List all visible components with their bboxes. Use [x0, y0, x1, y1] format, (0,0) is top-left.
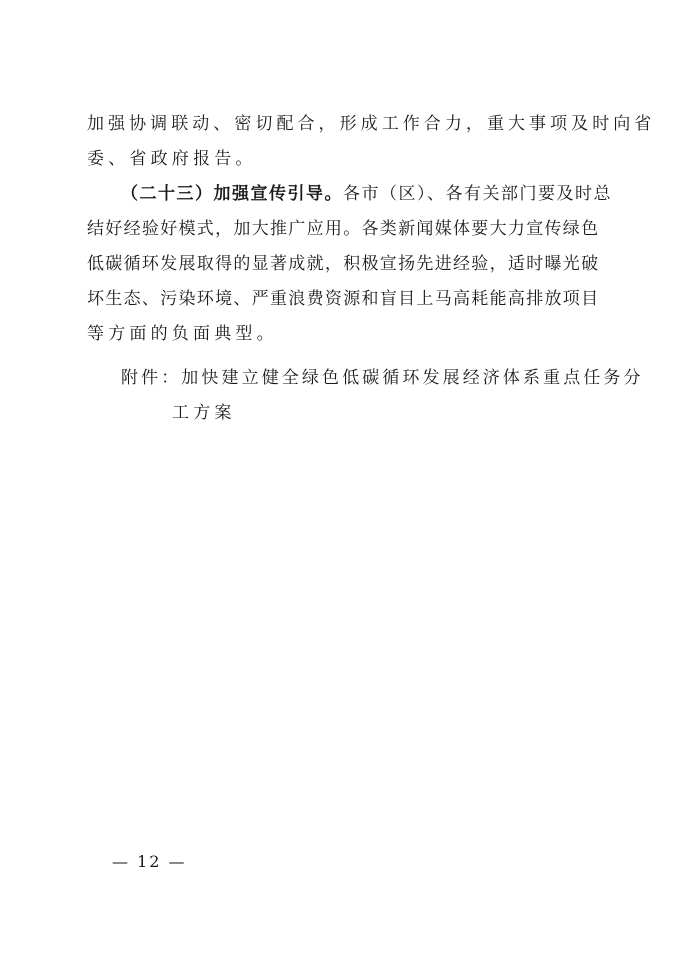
attachment-line2: 工方案: [172, 403, 236, 423]
section-heading: （二十三）加强宣传引导。: [121, 184, 343, 204]
paragraph2-line3: 低碳循环发展取得的显著成就，积极宣扬先进经验，适时曝光破: [87, 254, 600, 274]
paragraph2-line4: 坏生态、污染环境、严重浪费资源和盲目上马高耗能高排放项目: [87, 289, 600, 309]
page-number: — 12 —: [112, 852, 187, 871]
paragraph2-line2: 结好经验好模式，加大推广应用。各类新闻媒体要大力宣传绿色: [87, 219, 600, 239]
paragraph1-line2: 委、省政府报告。: [87, 149, 257, 169]
paragraph2-line1: [121, 183, 612, 205]
paragraph2-line5: 等方面的负面典型。: [87, 324, 278, 344]
paragraph1-line1: 加强协调联动、密切配合，形成工作合力，重大事项及时向省: [87, 114, 656, 134]
attachment-line1: 附件：加快建立健全绿色低碳循环发展经济体系重点任务分: [121, 368, 644, 388]
paragraph2-line1-text: 各市（区）、各有关部门要及时总: [343, 184, 612, 204]
